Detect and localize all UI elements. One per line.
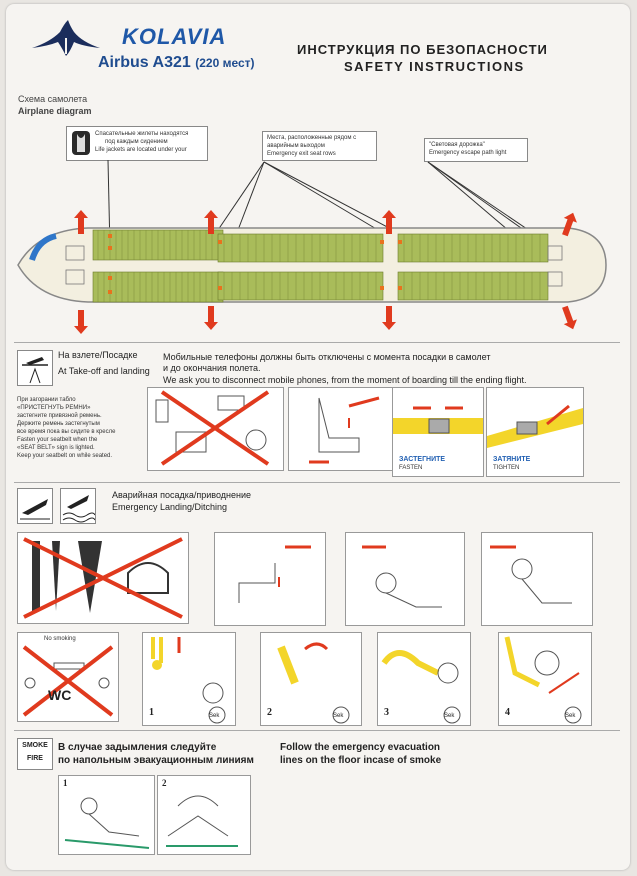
no-electronics-panel [147,387,284,471]
sek-label: Sek [209,713,220,719]
oxygen-step-number: 3 [384,707,389,718]
takeoff-title-ru: На взлете/Посадке [58,350,138,360]
takeoff-title-en: At Take-off and landing [58,366,150,376]
smoke-fire-badge [17,738,53,770]
aircraft-model [98,54,255,72]
sek-label: Sek [565,713,576,719]
fasten-belt-panel [392,387,484,477]
tighten-label-ru: ЗАТЯНИТЕ [493,456,531,463]
seat-count: (220 мест) [195,56,255,70]
seatbelt-instructions: При загорании табло «ПРИСТЕГНУТЬ РЕМНИ» застегните привязной ремень. Держите ремень застегнутым все время пока вы сидите в кресле Fasten your seatbelt when the «SEAT BELT» sign is lighted. Keep your seatbelt on while seated. [17,397,116,459]
smoke-text-en-1: Follow the emergency evacuation [280,742,441,753]
smoke-text-ru-2: по напольным эвакуационным линиям [58,755,254,766]
brace-position-head-panel [481,532,593,626]
oxygen-step-1 [142,632,236,726]
phones-text-en: We ask you to disconnect mobile phones, from the moment of boarding till the ending flight. [163,375,527,385]
title-ru: ИНСТРУКЦИЯ ПО БЕЗОПАСНОСТИ [297,42,548,57]
brace-seat-panel [214,532,326,626]
kolavia-logo-icon [30,18,102,58]
title-en: SAFETY INSTRUCTIONS [344,59,525,74]
oxygen-step-3 [377,632,471,726]
emergency-landing-icon [17,488,53,524]
oxygen-step-2 [260,632,362,726]
airplane-diagram [8,150,608,340]
remove-sharp-objects-panel [17,532,189,624]
smoke-badge-bottom: FIRE [27,755,43,762]
tighten-label-en: TIGHTEN [493,465,520,471]
diagram-label-en: Airplane diagram [18,106,92,116]
brand-name: KOLAVIA [122,24,227,49]
wc-label: WC [48,687,72,703]
sek-label: Sek [333,713,344,719]
fasten-label-en: FASTEN [399,465,423,471]
takeoff-landing-icon [17,350,53,386]
oxygen-step-number: 4 [505,707,510,718]
emergency-title-en: Emergency Landing/Ditching [112,502,228,512]
emergency-title-ru: Аварийная посадка/приводнение [112,490,251,500]
smoke-step-number: 1 [63,778,68,788]
oxygen-step-4 [498,632,592,726]
smoke-text-ru-1: В случае задымления следуйте [58,742,217,753]
no-smoking-panel [17,632,119,722]
smoke-step-2 [157,775,251,855]
fasten-label-ru: ЗАСТЕГНИТЕ [399,456,446,463]
smoke-text-en-2: lines on the floor incase of smoke [280,755,442,766]
phones-text-ru-1: Мобильные телефоны должны быть отключены с момента посадки в самолет [163,352,491,362]
seat-upright-panel [288,387,396,471]
oxygen-step-number: 2 [267,707,272,718]
tighten-belt-panel [486,387,584,477]
ditching-icon [60,488,96,524]
section-divider-1 [14,342,620,343]
no-smoking-label: No smoking [44,636,76,642]
smoke-step-number: 2 [162,778,167,788]
callout-escape-path: "Световая дорожка" Emergency escape path light [424,138,528,162]
model-name: Airbus A321 [98,54,191,71]
section-divider-2 [14,482,620,483]
smoke-step-1 [58,775,155,855]
sek-label: Sek [444,713,455,719]
brace-position-panel [345,532,465,626]
phones-text-ru-2: и до окончания полета. [163,363,261,373]
callout-life-jackets-text: Спасательные жилеты находятся под каждым сидением Life jackets are located under your [95,131,189,153]
smoke-badge-top: SMOKE [22,742,48,749]
callout-exit-rows: Места, расположенные рядом с аварийным выходом Emergency exit seat rows [262,131,377,161]
section-divider-3 [14,730,620,731]
diagram-label-ru: Схема самолета [18,94,88,104]
oxygen-step-number: 1 [149,707,154,718]
